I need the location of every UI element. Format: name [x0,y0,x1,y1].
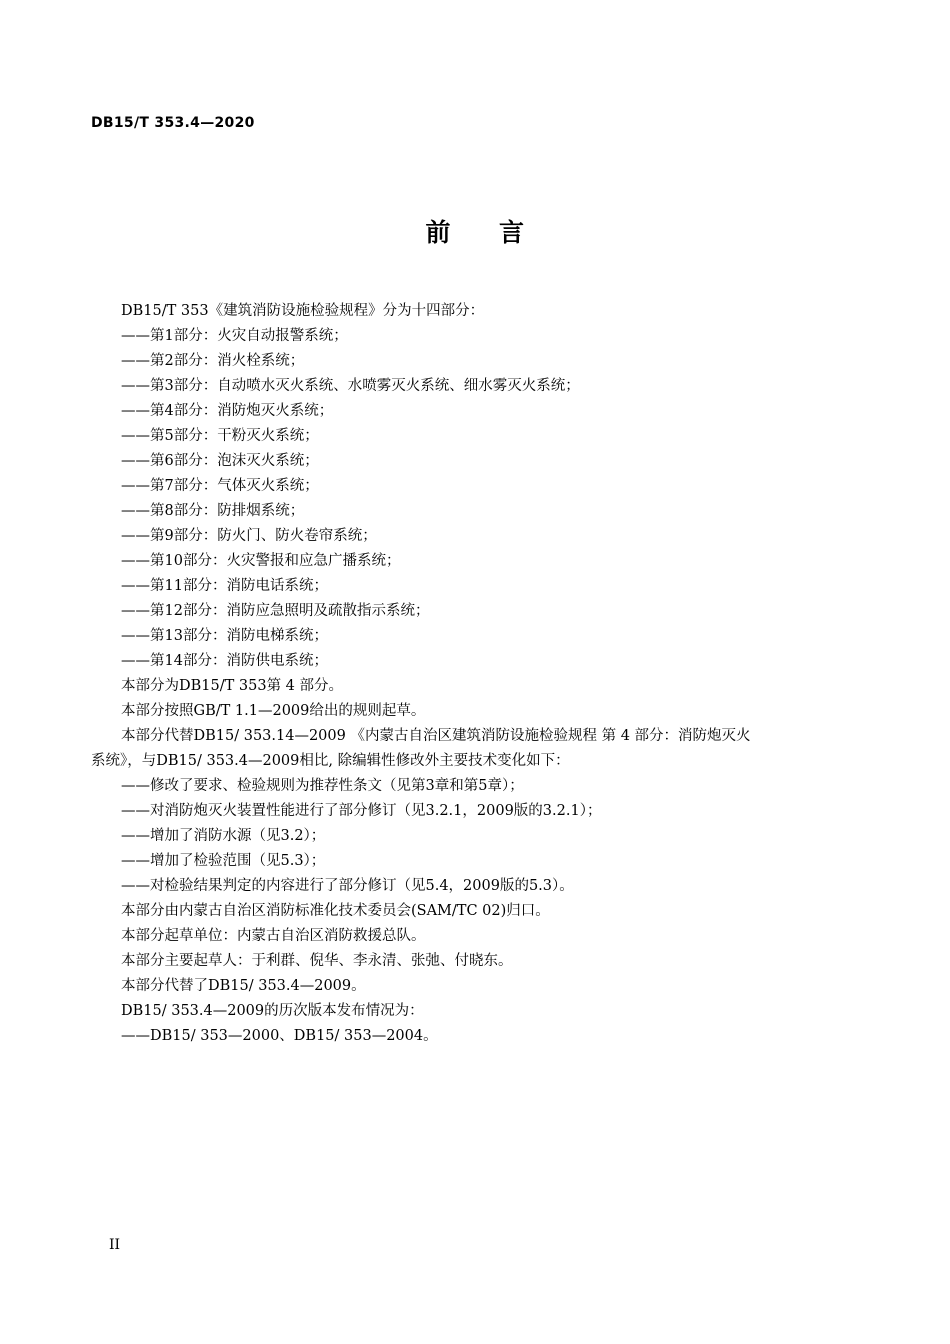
paragraph-line: 本部分为DB15/T 353第 4 部分。 [121,678,344,694]
paragraph-line: ——第9部分：防火门、防火卷帘系统； [121,528,377,544]
paragraph-line: ——第13部分：消防电梯系统； [121,628,328,644]
paragraph-line: 本部分按照GB/T 1.1—2009给出的规则起草。 [121,703,426,719]
paragraph-line: ——第11部分：消防电话系统； [121,578,328,594]
paragraph-line: ——第6部分：泡沫灭火系统； [121,453,319,469]
paragraph-line: ——对消防炮灭火装置性能进行了部分修订（见3.2.1，2009版的3.2.1）； [121,803,602,819]
title-char-2: 言 [499,218,525,247]
paragraph-line: ——第10部分：火灾警报和应急广播系统； [121,553,401,569]
paragraph-line: 本部分起草单位：内蒙古自治区消防救援总队。 [121,928,426,944]
paragraph-line: ——第1部分：火灾自动报警系统； [121,328,348,344]
paragraph-line: 本部分代替了DB15/ 353.4—2009。 [121,978,366,994]
paragraph-line: ——第3部分：自动喷水灭火系统、水喷雾灭火系统、细水雾灭火系统； [121,378,580,394]
paragraph-line: 本部分由内蒙古自治区消防标准化技术委员会(SAM/TC 02)归口。 [121,903,550,919]
paragraph-line: DB15/T 353《建筑消防设施检验规程》分为十四部分： [121,303,485,319]
paragraph-line: ——第14部分：消防供电系统； [121,653,328,669]
paragraph-line: ——第2部分：消火栓系统； [121,353,305,369]
paragraph-line: ——增加了检验范围（见5.3）； [121,853,326,869]
paragraph-line: ——第12部分：消防应急照明及疏散指示系统； [121,603,430,619]
preface-body [91,299,851,1049]
paragraph-line: ——修改了要求、检验规则为推荐性条文（见第3章和第5章）； [121,778,524,794]
paragraph-line: ——第5部分：干粉灭火系统； [121,428,319,444]
paragraph-line: ——DB15/ 353—2000、DB15/ 353—2004。 [121,1028,438,1044]
paragraph-line: 本部分代替DB15/ 353.14—2009 《内蒙古自治区建筑消防设施检验规程 第 4 部分：消防炮灭火 [121,728,751,744]
page-title [0,213,950,249]
title-char-1: 前 [425,218,451,247]
paragraph-line: DB15/ 353.4—2009的历次版本发布情况为： [121,1003,424,1019]
paragraph-line: 系统》，与DB15/ 353.4—2009相比, 除编辑性修改外主要技术变化如下： [91,753,570,769]
paragraph-line: ——对检验结果判定的内容进行了部分修订（见5.4，2009版的5.3）。 [121,878,574,894]
paragraph-line: ——第4部分：消防炮灭火系统； [121,403,334,419]
document-code: DB15/T 353.4—2020 [91,115,255,131]
paragraph-line: ——增加了消防水源（见3.2）； [121,828,326,844]
paragraph-line: 本部分主要起草人：于利群、倪华、李永清、张弛、付晓东。 [121,953,513,969]
paragraph-line: ——第7部分：气体灭火系统； [121,478,319,494]
page-number: II [109,1237,121,1253]
paragraph-line: ——第8部分：防排烟系统； [121,503,305,519]
